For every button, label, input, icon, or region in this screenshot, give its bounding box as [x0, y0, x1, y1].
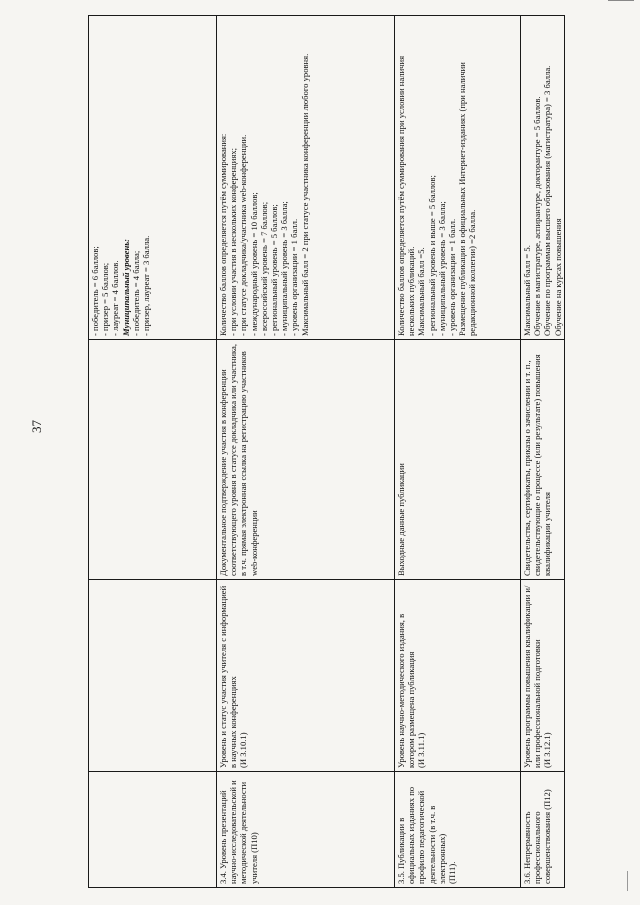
scoring-line: - при условии участия в нескольких конференциях;	[228, 147, 239, 336]
scoring-line: - региональный уровень и выше = 5 баллов;	[426, 175, 437, 336]
criterion-cell: Уровень и статус участия учителя с информацией в научных конференциях (И 3.10.1)	[217, 580, 395, 772]
margin-scan-mark	[608, 0, 634, 1]
table-row	[395, 16, 521, 888]
scoring-line: - муниципальный уровень = 3 балла;	[279, 201, 290, 336]
indicator-cell: 3.5. Публикации в официальных изданиях по профилю педагогической деятельности (в т.ч. в электронных) (П11).	[395, 772, 521, 888]
scoring-line: - при статусе докладчика/участника web-конференции.	[238, 134, 249, 336]
scoring-line: - всероссийский уровень = 7 баллов;	[258, 201, 269, 336]
scoring-heading: Муниципальный уровень:	[120, 238, 131, 336]
scoring-line: Обучение в магистратуре, аспирантуре, докторантуре = 5 баллов.	[532, 96, 543, 336]
criterion-cell: Уровень научно-методического издания, в котором размещена публикация (И 3.11.1)	[395, 580, 521, 772]
scoring-cell	[89, 16, 217, 340]
scoring-line: - призер = 5 баллов;	[100, 262, 111, 336]
scoring-line: - муниципальный уровень = 3 балла;	[436, 201, 447, 336]
table-row	[217, 16, 395, 888]
table-row	[89, 16, 217, 888]
criterion-cell: Уровень программы повышения квалификации и/или профессиональной подготовки (И 3.12.1)	[521, 580, 565, 772]
criteria-table	[88, 15, 565, 888]
scoring-line: - уровень организации = 1 балл.	[289, 218, 300, 336]
scoring-line: - призер, лауреат = 3 балла.	[141, 235, 152, 336]
scoring-cell	[217, 16, 395, 340]
rotated-table-frame	[88, 16, 563, 888]
evidence-cell: Выходные данные публикации	[395, 340, 521, 580]
scoring-line: Количество баллов определяется путём суммирования:	[218, 133, 228, 336]
margin-scan-mark-bottom	[627, 871, 628, 891]
table-row	[521, 16, 565, 888]
scoring-line: Максимальный балл = 5.	[522, 245, 532, 336]
scoring-line: Обучение на курсах повышения	[552, 218, 563, 336]
scoring-line: Максимальный балл =5.	[416, 247, 427, 336]
scoring-line: - лауреат = 4 баллов.	[110, 260, 121, 336]
scoring-line: - региональный уровень = 5 баллов;	[269, 204, 280, 336]
scoring-line: - победитель = 4 балла;	[130, 250, 141, 336]
evidence-cell: Документальное подтверждение участия в конференции соответствующего уровня в статусе докладчика или участника, в т.ч. прямая электронная ссылка на регистрацию участников web-конференции	[217, 340, 395, 580]
scoring-line: - уровень организации = 1 балл.	[447, 218, 458, 336]
scoring-line: - международный уровень = 10 баллов;	[248, 192, 259, 336]
scoring-line: Максимальный балл = 2 при статусе участника конференции любого уровня.	[299, 53, 310, 336]
evidence-cell: Свидетельства, сертификаты, приказы о зачислении и т. п., свидетельствующие о процессе (или результате) повышения квалификации учителя	[521, 340, 565, 580]
scoring-line: Размещение публикации в официальных Интернет-изданиях (при наличии редакционной коллегии) =2 балла.	[457, 62, 478, 336]
scoring-line: Обучение по программам высшего образования (магистратура) = 3 балла.	[542, 65, 553, 336]
criterion-cell	[89, 580, 217, 772]
indicator-cell	[89, 772, 217, 888]
page-number: 37	[29, 420, 44, 433]
indicator-cell: 3.4. Уровень презентаций научно-исследовательской и методической деятельности учителя (П10)	[217, 772, 395, 888]
rotated-table-wrapper	[88, 16, 563, 888]
scoring-line: Количество баллов определяется путём суммирования при условии наличия нескольких публикаций.	[396, 55, 417, 336]
evidence-cell	[89, 340, 217, 580]
scoring-cell	[395, 16, 521, 340]
scoring-cell	[521, 16, 565, 340]
scoring-line: - победитель = 6 баллов;	[90, 246, 100, 336]
indicator-cell: 3.6. Непрерывность профессионального совершенствования (П12)	[521, 772, 565, 888]
